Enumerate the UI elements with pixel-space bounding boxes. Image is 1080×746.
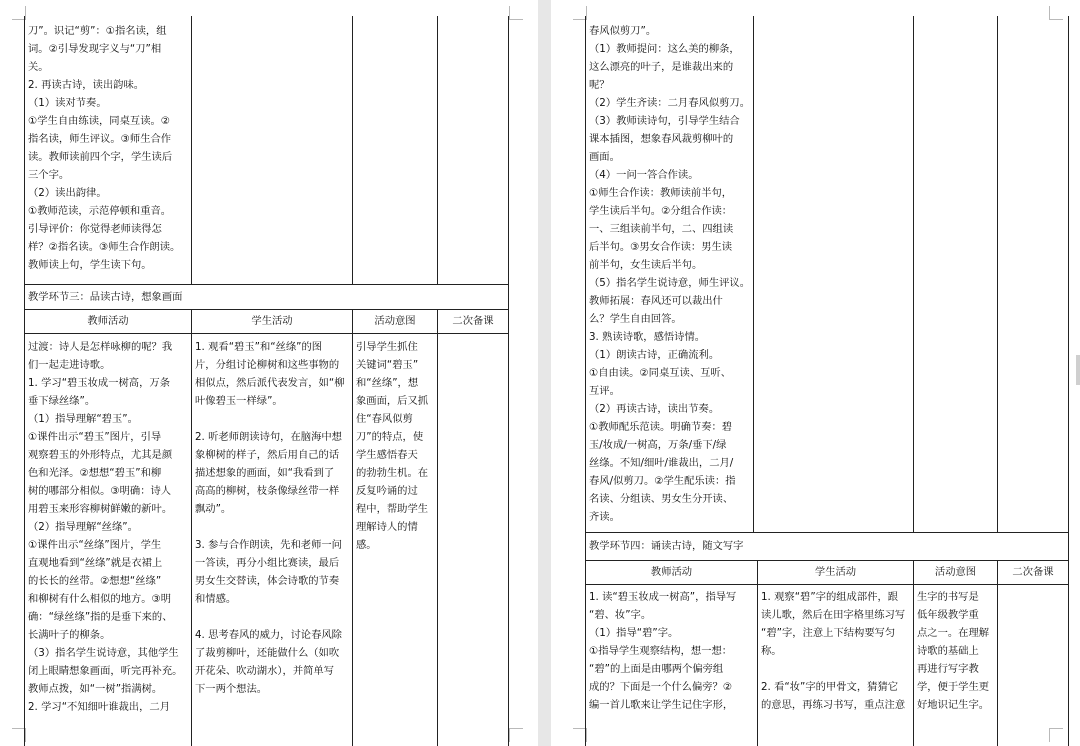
text-line: 片，分组讨论柳树和这些事物的 [195,359,340,371]
text-line: 名读、分组读、男女生分开读、 [589,493,734,505]
header-second-prep: 二次备课 [452,315,494,327]
text-line: 确：“绿丝绦”指的是垂下来的、 [28,611,173,623]
text-line [761,660,912,678]
text-line: 读儿歌，然后在田字格里练习写 [761,609,906,621]
text-line: （5）指名学生说诗意，师生评议。 [589,277,751,289]
text-line: （2）读出韵律。 [28,187,107,199]
text-line: 指名读，师生评议。③师生合作 [28,133,172,145]
teacher-activity-cell [28,338,190,746]
text-line: 读。教师读前四个字，学生读后 [28,151,173,163]
text-line: 这么漂亮的叶子，是谁裁出来的 [589,61,734,73]
text-line: （1）指导理解“碧玉”。 [28,413,138,425]
text-line: 闭上眼睛想象画面，听完再补充。 [28,665,183,677]
activity-intent-cell [917,588,997,746]
text-line: ①课件出示“丝绦”图片，学生 [28,539,162,551]
text-line: 感。 [356,539,377,551]
text-line: 垂下绿丝绦”。 [28,395,96,407]
text-line: 1. 学习“碧玉妆成一树高，万条 [28,377,170,389]
header-student-activity: 学生活动 [814,566,857,578]
text-line: 2. 再读古诗，读出韵味。 [28,79,145,91]
text-line: 齐读。 [589,511,620,523]
text-line: 成的？下面是一个什么偏旁？② [589,681,733,693]
text-line: 丝绦。不知/细叶/谁裁出，二月/ [589,457,734,469]
text-line: （3）教师读诗句，引导学生结合 [589,115,740,127]
text-line: 的意思，再练习书写，重点注意 [761,699,906,711]
text-line: 的长长的丝带。②想想“丝绦” [28,575,162,587]
text-line: 高高的柳树，枝条像绿丝带一样 [195,485,340,497]
text-line: 前半句，女生读后半句。 [589,259,703,271]
text-line: （1）读对节奏。 [28,97,107,109]
text-line: 长满叶子的柳条。 [28,629,111,641]
text-line [195,518,351,536]
text-line: 三个字。 [28,169,70,181]
text-line: 描述想象的画面，如“我看到了 [195,467,335,479]
text-line: 关。 [28,61,49,73]
text-line: 生字的书写是 [917,591,979,603]
text-line: 呢？ [589,79,610,91]
text-line: （2）学生齐读：二月春风似剪刀。 [589,97,751,109]
text-line: （1）朗读古诗，正确流利。 [589,349,720,361]
text-line: 叶像碧玉一样绿”。 [195,395,283,407]
text-line: 飘动”。 [195,503,232,515]
text-line: 树的哪部分相似。③明确：诗人 [28,485,172,497]
text-line: 教师读上句，学生读下句。 [28,259,152,271]
text-line: ①教师配乐范读。明确节奏：碧 [589,421,733,433]
text-line: 么？学生自由回答。 [589,313,682,325]
text-line: 理解诗人的情 [356,521,418,533]
text-line: 样？②指名读。③师生合作朗读。 [28,241,181,253]
text-line: （1）指导“碧”字。 [589,627,679,639]
text-line: 春风似剪刀”。 [589,25,657,37]
text-line: 称。 [761,645,782,657]
text-line: 象画面，后又抓 [356,395,429,407]
text-line: 互评。 [589,385,620,397]
student-activity-cell [195,338,351,746]
teacher-activity-cell [589,22,752,530]
text-line: 春风/似剪刀。②学生配乐读：指 [589,475,736,487]
text-line: （2）再读古诗，读出节奏。 [589,403,720,415]
text-line: “碧”字，注意上下结构要写匀 [761,627,896,639]
text-line: 一、三组读前半句，二、四组读 [589,223,734,235]
text-line: 1. 观察“碧”字的组成部件，跟 [761,591,899,603]
text-line: 的勃勃生机。在 [356,467,429,479]
text-line: 关键词“碧玉” [356,359,419,371]
text-line: 男女生交替读，体会诗歌的节奏 [195,575,340,587]
text-line: 2. 看“妆”字的甲骨文，猜猜它 [761,681,899,693]
section-title: 教学环节四：诵读古诗，随文写字 [589,540,744,552]
text-line: 象柳树的样子，然后用自己的话 [195,449,340,461]
header-activity-intent: 活动意图 [374,315,416,327]
text-line: 住“春风似剪 [356,413,413,425]
text-line: 1. 读“碧玉妆成一树高”，指导写 [589,591,737,603]
text-line [195,608,351,626]
text-line: 一答读，再分小组比赛读，最后 [195,557,340,569]
text-line: 低年级教学重 [917,609,979,621]
text-line: （1）教师提问：这么美的柳条， [589,43,740,55]
header-second-prep: 二次备课 [1012,566,1054,578]
text-line: 3. 参与合作朗读，先和老师一问 [195,539,342,551]
text-line: 相似点，然后派代表发言，如“柳 [195,377,345,389]
text-line: 2. 学习“不知细叶谁裁出，二月 [28,701,170,713]
text-line: 再进行写字教 [917,663,979,675]
text-line: 1. 观看“碧玉”和“丝绦”的图 [195,341,323,353]
text-line: （2）指导理解“丝绦”。 [28,521,138,533]
text-line: 诗歌的基础上 [917,645,979,657]
document-page-right [551,0,1080,746]
text-line: ①自由读。②同桌互读、互听、 [589,367,732,379]
text-line: 好地识记生字。 [917,699,990,711]
text-line: 们一起走进诗歌。 [28,359,111,371]
text-line: 观察碧玉的外形特点，尤其是颜 [28,449,173,461]
header-activity-intent: 活动意图 [934,566,977,578]
text-line: 引导学生抓住 [356,341,418,353]
text-line: ①学生自由练读，同桌互读。② [28,115,171,127]
text-line: ①师生合作读：教师读前半句， [589,187,733,199]
text-line: 3. 熟读诗歌，感悟诗情。 [589,331,706,343]
text-line: （3）指名学生说诗意，其他学生 [28,647,179,659]
text-line: 学生读后半句。②分组合作读： [589,205,733,217]
text-line: ①教师范读，示范停顿和重音。 [28,205,172,217]
text-line: 刀”的特点，使 [356,431,424,443]
text-line: 学生感悟春天 [356,449,418,461]
text-line: 点之一。在理解 [917,627,990,639]
header-teacher-activity: 教师活动 [650,566,693,578]
text-line: 和“丝绦”，想 [356,377,419,389]
text-line: 画面。 [589,151,620,163]
text-line: 下一两个想法。 [195,683,268,695]
header-teacher-activity: 教师活动 [87,315,129,327]
text-line: 教师点拨，如“一树”指满树。 [28,683,163,695]
student-activity-cell [761,588,912,746]
text-line: 编一首儿歌来让学生记住字形， [589,699,734,711]
text-line: 反复吟诵的过 [356,485,418,497]
text-line: “碧”的上面是由哪两个偏旁组 [589,663,724,675]
text-line: 教师拓展：春风还可以裁出什 [589,295,723,307]
teacher-activity-cell [28,22,190,282]
text-line: 直观地看到“丝绦”就是衣裙上 [28,557,163,569]
text-line: 色和光泽。②想想“碧玉”和柳 [28,467,162,479]
section-title: 教学环节三：品读古诗，想象画面 [28,291,183,303]
text-line: 程中，帮助学生 [356,503,429,515]
text-line: 了裁剪柳叶，还能做什么（如吹 [195,647,340,659]
text-line: 学，便于学生更 [917,681,990,693]
text-line [195,410,351,428]
header-student-activity: 学生活动 [251,315,293,327]
text-line: 课本插图，想象春风裁剪柳叶的 [589,133,734,145]
text-line: 后半句。③男女合作读：男生读 [589,241,733,253]
text-line: 和情感。 [195,593,237,605]
text-line: ①指导学生观察结构，想一想： [589,645,733,657]
text-line: 2. 听老师朗读诗句，在脑海中想 [195,431,342,443]
text-line: 刀”。识记“剪”：①指名读，组 [28,25,167,37]
text-line: ①课件出示“碧玉”图片，引导 [28,431,162,443]
text-line: 和柳树有什么相似的地方。③明 [28,593,172,605]
text-line: 引导评价：你觉得老师读得怎 [28,223,162,235]
text-line: 玉/妆成/一树高，万条/垂下/绿 [589,439,727,451]
text-line: （4）一问一答合作读。 [589,169,699,181]
activity-intent-cell [356,338,436,746]
text-line: 用碧玉来形容柳树鲜嫩的新叶。 [28,503,173,515]
text-line: “碧、妆”字。 [589,609,652,621]
document-page-left [0,0,538,746]
text-line: 开花朵、吹动湖水），并简单写 [195,665,335,677]
teacher-activity-cell [589,588,756,746]
text-line: 过渡：诗人是怎样咏柳的呢？我 [28,341,173,353]
text-line: 4. 思考春风的威力，讨论春风除 [195,629,342,641]
text-line: 词。②引导发现字义与“刀”相 [28,43,162,55]
